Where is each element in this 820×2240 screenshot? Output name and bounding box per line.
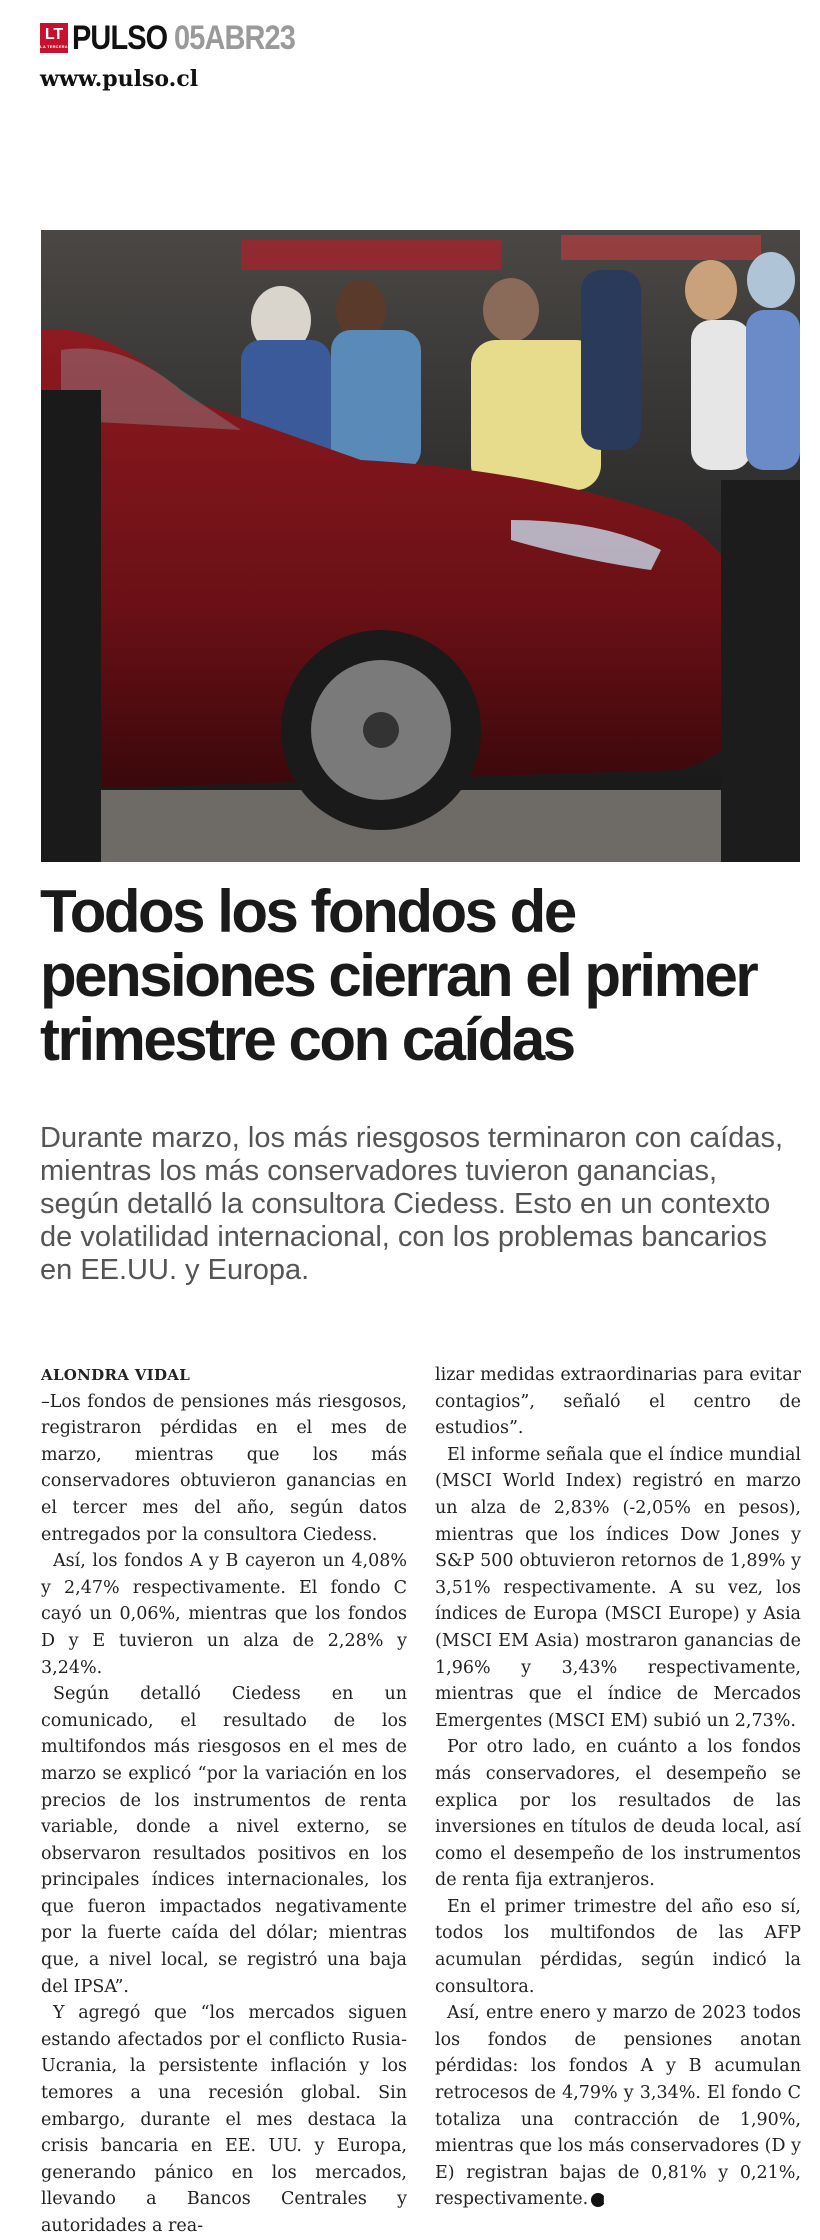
body-paragraph: Y agregó que “los mercados siguen estando afectados por el conflicto Rusia-Ucrania, la persistente inflación y los temores a una recesión global. Sin embargo, durante el mes destaca la crisis bancaria en EE. UU. y Europa, generando pánico en los mercados, llevando a Bancos Centrales y autoridades a rea- bbox=[41, 2003, 407, 2236]
end-of-article-icon: P bbox=[591, 2193, 605, 2207]
article-deck: Durante marzo, los más riesgosos terminaron con caídas, mientras los más conservadores tuvieron ganancias, según detalló la consultora Ciedess. Esto en un contexto de volatilidad internacional, con los problemas bancarios en EE.UU. y Europa. bbox=[40, 1122, 784, 1286]
body-paragraph: En el primer trimestre del año eso sí, todos los multifondos de las AFP acumulan pérdidas, según indicó la consultora. bbox=[435, 1896, 801, 1997]
body-paragraph: Según detalló Ciedess en un comunicado, el resultado de los multifondos más riesgosos en el mes de marzo se explicó “por la variación en los precios de los instrumentos de renta variable, donde a nivel externo, se observaron resultados positivos en los principales índices internacionales, los que fueron impactados negativamente por la fuerte caída del dólar; mientras que, a nivel local, se registró una baja del IPSA”. bbox=[41, 1684, 407, 1997]
body-paragraph: El informe señala que el índice mundial (MSCI World Index) registró en marzo un alza de 2,83% (-2,05% en pesos), mientras que los índices Dow Jones y S&P 500 obtuvieron retornos de 1,89% y 3,51% respectivamente. A su vez, los índices de Europa (MSCI Europe) y Asia (MSCI EM Asia) mostraron ganancias de 1,96% y 3,43% respectivamente, mientras que el índice de Mercados Emergentes (MSCI EM) subió un 2,73%. bbox=[435, 1444, 801, 1731]
website-url: www.pulso.cl bbox=[40, 66, 199, 92]
body-paragraph-last bbox=[435, 2000, 801, 2213]
publication-date: 05ABR23 bbox=[174, 18, 296, 57]
body-paragraph: Así, los fondos A y B cayeron un 4,08% y 2,47% respectivamente. El fondo C cayó un 0,06%, mientras que los fondos D y E tuvieron un alza de 2,28% y 3,24%. bbox=[41, 1551, 407, 1678]
article-column-left bbox=[41, 1362, 407, 2240]
masthead bbox=[40, 18, 316, 58]
byline: ALONDRA VIDAL bbox=[41, 1366, 191, 1384]
publication-name: PULSO bbox=[72, 18, 168, 57]
body-paragraph: lizar medidas extraordinarias para evitar contagios”, señaló el centro de estudios”. bbox=[435, 1365, 801, 1439]
article-column-right bbox=[435, 1362, 801, 2213]
body-paragraph-text: Así, entre enero y marzo de 2023 todos los fondos de pensiones anotan pérdidas: los fondos A y B acumulan retrocesos de 4,79% y 3,34%. El fondo C totaliza una contracción de 1,90%, mientras que los más conservadores (D y E) registran bajas de 0,81% y 0,21%, respectivamente. bbox=[435, 2003, 801, 2210]
headline: Todos los fondos de pensiones cierran el primer trimestre con caídas bbox=[40, 878, 757, 1073]
street-photo bbox=[41, 230, 800, 862]
logo-letters: LT bbox=[44, 26, 64, 43]
logo-subtext: LA TERCERA bbox=[40, 44, 68, 49]
body-paragraph: –Los fondos de pensiones más riesgosos, registraron pérdidas en el mes de marzo, mientras que los más conservadores obtuvieron ganancias en el tercer mes del año, según datos entregados por la consultora Ciedess. bbox=[41, 1391, 407, 1545]
photo-illustration bbox=[41, 230, 800, 862]
body-paragraph: Por otro lado, en cuánto a los fondos más conservadores, el desempeño se explica por los resultados de las inversiones en títulos de deuda local, así como el desempeño de los instrumentos de renta fija extranjeros. bbox=[435, 1737, 801, 1891]
la-tercera-logo bbox=[40, 23, 68, 53]
